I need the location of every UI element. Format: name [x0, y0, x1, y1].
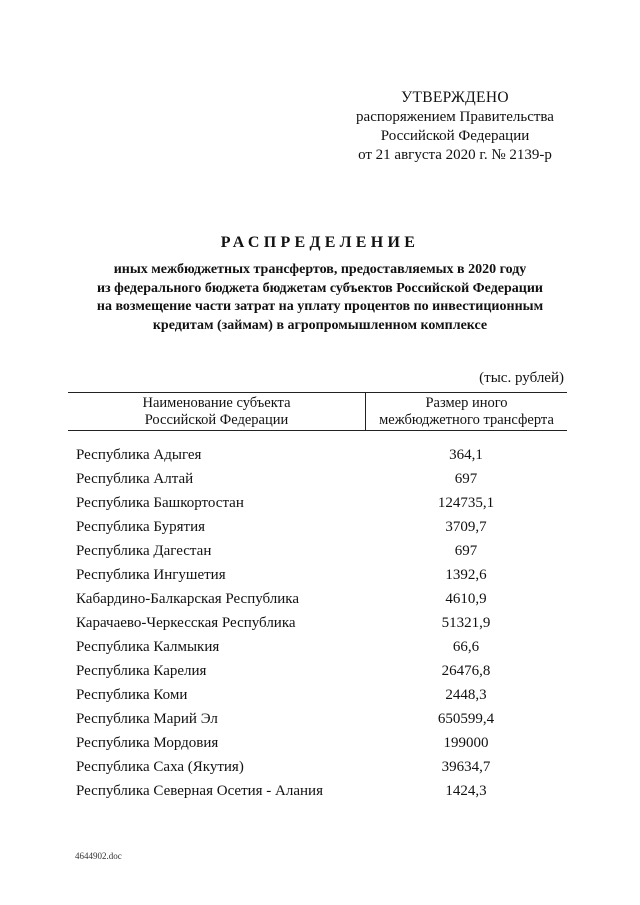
transfer-amount: 3709,7	[445, 519, 487, 535]
table-row	[0, 731, 640, 755]
transfer-amount: 1392,6	[445, 567, 487, 583]
subtitle-line-4: кредитам (займам) в агропромышленном комплексе	[152, 317, 488, 333]
transfer-amount: 66,6	[452, 639, 480, 655]
table-row	[0, 779, 640, 803]
table-row	[0, 683, 640, 707]
approval-line-1: распоряжением Правительства	[356, 109, 554, 125]
transfer-amount: 4610,9	[445, 591, 487, 607]
table-header-top-rule	[68, 392, 567, 393]
table-row	[0, 563, 640, 587]
subtitle-line-3: на возмещение части затрат на уплату процентов по инвестиционным	[96, 299, 544, 314]
column-header-region-line-2: Российской Федерации	[144, 412, 289, 428]
transfer-amount: 650599,4	[437, 711, 495, 727]
transfer-amount: 2448,3	[445, 687, 487, 703]
transfer-amount: 697	[454, 543, 478, 559]
table-header-bottom-rule	[68, 430, 567, 431]
transfer-amount: 364,1	[449, 447, 483, 463]
table-row	[0, 467, 640, 491]
transfer-amount: 51321,9	[441, 615, 491, 631]
approval-block	[330, 88, 580, 165]
table-row	[0, 443, 640, 467]
table-row	[0, 515, 640, 539]
region-name: Республика Карелия	[76, 663, 207, 679]
approval-stamp: УТВЕРЖДЕНО	[401, 89, 509, 106]
transfer-amount: 39634,7	[441, 759, 491, 775]
table-row	[0, 587, 640, 611]
table-row	[0, 539, 640, 563]
column-header-region-line-1: Наименование субъекта	[142, 395, 291, 411]
region-name: Республика Адыгея	[76, 447, 202, 463]
region-name: Республика Мордовия	[76, 735, 219, 751]
region-name: Карачаево-Черкесская Республика	[76, 615, 296, 631]
subtitle-line-2: из федерального бюджета бюджетам субъектов Российской Федерации	[96, 280, 543, 296]
table-body	[0, 443, 640, 803]
approval-line-3: от 21 августа 2020 г. № 2139-р	[358, 147, 552, 163]
region-name: Республика Бурятия	[76, 519, 206, 535]
column-header-amount-line-2: межбюджетного трансферта	[379, 412, 554, 428]
region-name: Республика Марий Эл	[76, 711, 218, 727]
column-header-amount-line-1: Размер иного	[425, 395, 508, 411]
transfer-amount: 1424,3	[445, 783, 487, 799]
file-reference: 4644902.doc	[75, 851, 122, 861]
region-name: Республика Ингушетия	[76, 567, 226, 583]
region-name: Республика Дагестан	[76, 543, 212, 559]
column-header-amount	[366, 395, 567, 429]
region-name: Кабардино-Балкарская Республика	[76, 591, 300, 607]
table-row	[0, 659, 640, 683]
table-row	[0, 635, 640, 659]
region-name: Республика Башкортостан	[76, 495, 244, 511]
region-name: Республика Саха (Якутия)	[76, 759, 244, 775]
table-row	[0, 755, 640, 779]
region-name: Республика Алтай	[76, 471, 194, 487]
table-row	[0, 611, 640, 635]
units-label: (тыс. рублей)	[479, 370, 564, 386]
table-row	[0, 491, 640, 515]
subtitle-line-1: иных межбюджетных трансфертов, предоставляемых в 2020 году	[113, 262, 527, 277]
region-name: Республика Северная Осетия - Алания	[76, 783, 323, 799]
transfer-amount: 26476,8	[441, 663, 491, 679]
region-name: Республика Калмыкия	[76, 639, 220, 655]
column-header-region	[68, 395, 365, 429]
transfer-amount: 124735,1	[437, 495, 495, 511]
transfer-amount: 697	[454, 471, 478, 487]
transfer-amount: 199000	[443, 735, 489, 751]
approval-line-2: Российской Федерации	[380, 128, 530, 144]
table-row	[0, 707, 640, 731]
region-name: Республика Коми	[76, 687, 188, 703]
document-subtitle	[60, 261, 580, 335]
document-title: РАСПРЕДЕЛЕНИЕ	[220, 234, 420, 251]
